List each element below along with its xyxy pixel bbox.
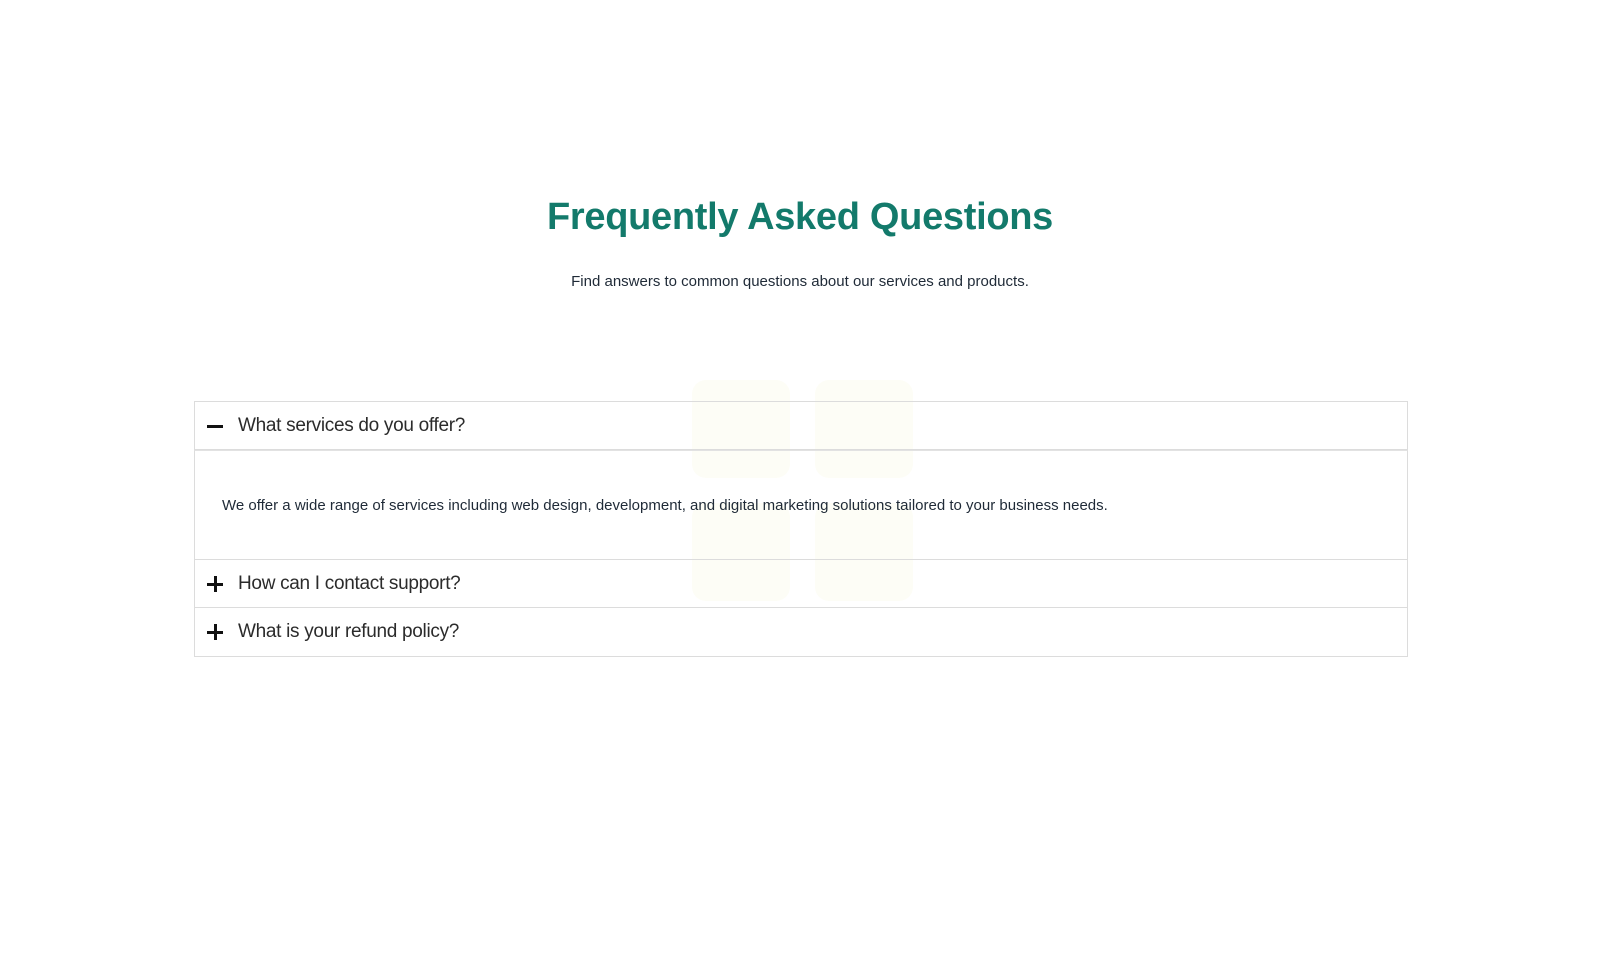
faq-accordion — [194, 401, 1408, 657]
faq-question-label: What is your refund policy? — [238, 621, 460, 642]
page-subtitle: Find answers to common questions about our services and products. — [571, 273, 1029, 290]
faq-question-support[interactable] — [194, 559, 1408, 608]
faq-question-label: What services do you offer? — [238, 414, 466, 436]
faq-question-label: How can I contact support? — [238, 572, 461, 594]
plus-icon[interactable] — [207, 624, 223, 640]
faq-question-refund[interactable] — [194, 608, 1408, 657]
minus-icon[interactable] — [207, 418, 223, 434]
faq-question-services[interactable] — [194, 401, 1408, 450]
faq-answer-text: We offer a wide range of services including web design, development, and digital marketing solutions tailored to your business needs. — [222, 496, 1108, 514]
faq-answer-panel — [194, 450, 1408, 559]
page-title: Frequently Asked Questions — [546, 196, 1054, 238]
plus-icon[interactable] — [207, 576, 223, 592]
